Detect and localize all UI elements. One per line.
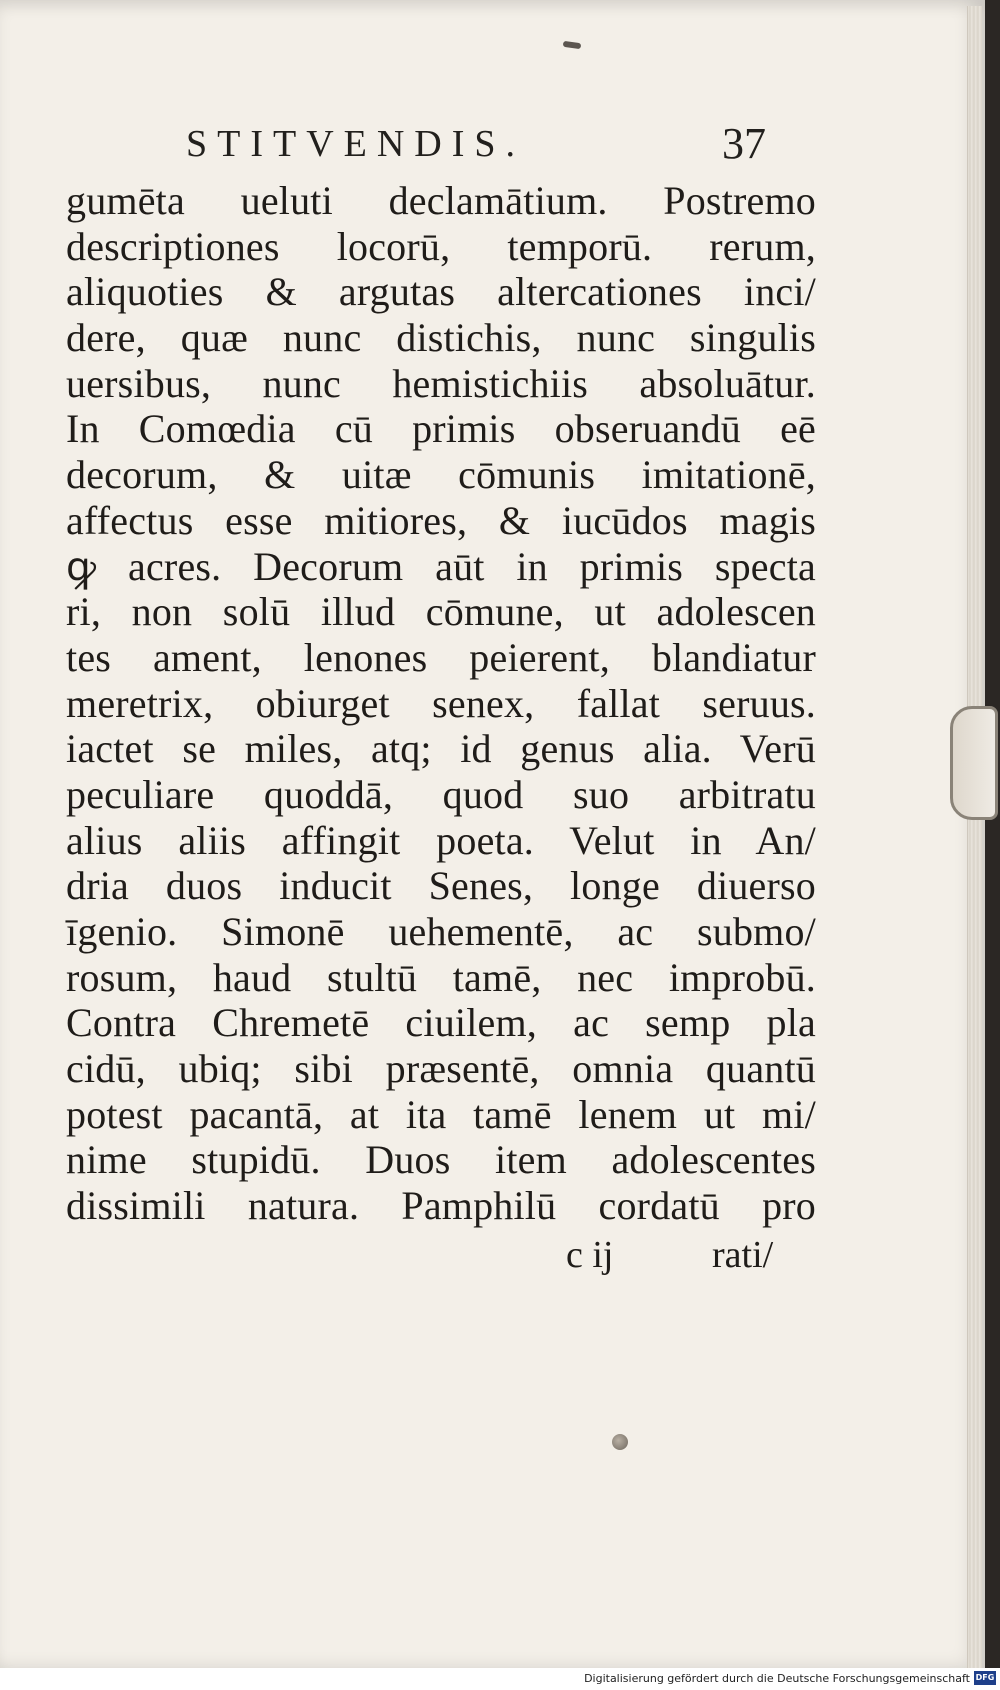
- page-number: 37: [722, 119, 766, 168]
- ink-mark: [563, 41, 582, 49]
- page-edges: [967, 6, 982, 1668]
- text-line: peculiare quoddā, quod suo arbitratu: [66, 771, 816, 817]
- catchword: rati/: [712, 1233, 774, 1276]
- text-block: [66, 118, 816, 1279]
- body-text: [66, 178, 816, 1229]
- text-line: potest pacantā, at ita tamē lenem ut mi/: [66, 1091, 816, 1137]
- text-line: nime stupidū. Duos item adolescentes: [66, 1137, 816, 1183]
- running-title: STITVENDIS.: [186, 123, 526, 165]
- stain-dot: [612, 1434, 628, 1450]
- text-line: alius aliis affingit poeta. Velut in An/: [66, 817, 816, 863]
- text-line: cidū, ubiq; sibi præsentē, omnia quantū: [66, 1046, 816, 1092]
- text-line: uersibus, nunc hemistichiis absoluātur.: [66, 360, 816, 406]
- running-head: [66, 118, 816, 178]
- text-line: aliquoties & argutas altercationes inci/: [66, 269, 816, 315]
- text-line: meretrix, obiurget senex, fallat seruus.: [66, 680, 816, 726]
- signature-mark: c ij: [566, 1233, 614, 1276]
- digitization-credit: Digitalisierung gefördert durch die Deutsche Forschungsgemeinschaft: [584, 1672, 970, 1685]
- text-line: dria duos inducit Senes, longe diuerso: [66, 863, 816, 909]
- dfg-logo-icon: DFG: [974, 1671, 996, 1685]
- text-line: descriptiones locorū, temporū. rerum,: [66, 223, 816, 269]
- text-line: tes ament, lenones peierent, blandiatur: [66, 634, 816, 680]
- text-line: dissimili natura. Pamphilū cordatū pro: [66, 1183, 816, 1229]
- text-line: affectus esse mitiores, & iucūdos magis: [66, 497, 816, 543]
- text-line: In Comœdia cū primis obseruandū eē: [66, 406, 816, 452]
- text-line: decorum, & uitæ cōmunis imitationē,: [66, 452, 816, 498]
- text-line: iactet se miles, atq; id genus alia. Verū: [66, 726, 816, 772]
- text-line: gumēta ueluti declamātium. Postremo: [66, 178, 816, 223]
- text-line: ri, non solū illud cōmune, ut adolescen: [66, 589, 816, 635]
- text-line: rosum, haud stultū tamē, nec improbū.: [66, 954, 816, 1000]
- text-line: dere, quæ nunc distichis, nunc singulis: [66, 315, 816, 361]
- text-line: īgenio. Simonē uehementē, ac submo/: [66, 909, 816, 954]
- book-clasp: [950, 706, 998, 820]
- footer-bar: [0, 1668, 1000, 1690]
- signature-line: [66, 1229, 816, 1279]
- text-line: ꝙ acres. Decorum aūt in primis specta: [66, 543, 816, 589]
- text-line: Contra Chremetē ciuilem, ac semp pla: [66, 1000, 816, 1046]
